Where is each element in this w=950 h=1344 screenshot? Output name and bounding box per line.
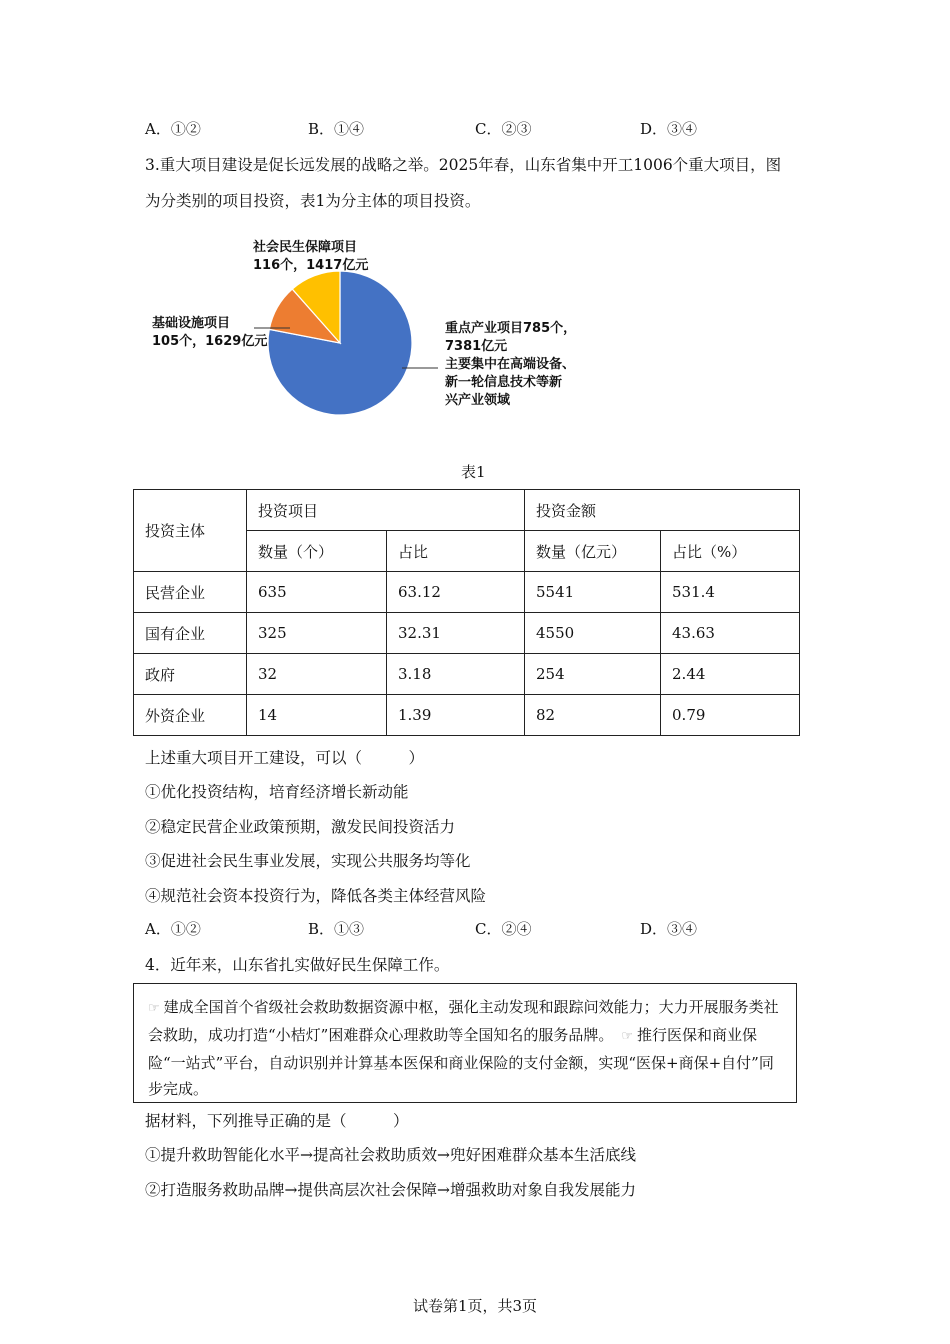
page-footer: 试卷第1页，共3页 [412, 1297, 538, 1315]
subheader-count: 数量（个） [247, 531, 387, 572]
header-projects: 投资项目 [247, 490, 525, 531]
pointing-hand-icon: ☞ [621, 1029, 633, 1044]
table-caption: 表1 [461, 463, 486, 481]
header-amount: 投资金额 [525, 490, 800, 531]
table-cell: 82 [525, 695, 661, 736]
q2-option-d: D．③④ [640, 120, 698, 138]
q4-material-part2: 推行医保和商业保险“一站式”平台，自动识别并计算基本医保和商业保险的支付金额，实现“医保+商保+自付”同步完成。 [148, 1026, 774, 1098]
q3-option-c: C．②④ [475, 920, 532, 938]
q2-option-b: B．①④ [308, 120, 365, 138]
q4-material-box [133, 983, 797, 1103]
table-cell: 32 [247, 654, 387, 695]
q3-question: 上述重大项目开工建设，可以（ ） [145, 749, 425, 767]
label-industry-line3: 主要集中在高端设备、 [445, 357, 576, 372]
label-industry-line1: 重点产业项目785个， [445, 321, 577, 336]
table-cell: 国有企业 [134, 613, 247, 654]
label-industry-line5: 兴产业领域 [445, 393, 511, 408]
q3-statement-3: ③促进社会民生事业发展，实现公共服务均等化 [145, 852, 471, 870]
q3-statement-2: ②稳定民营企业政策预期，激发民间投资活力 [145, 818, 456, 836]
header-subject: 投资主体 [134, 490, 247, 572]
label-social-line2: 116个，1417亿元 [253, 258, 369, 273]
table-cell: 635 [247, 572, 387, 613]
q2-option-a: A．①② [145, 120, 201, 138]
label-infrastructure-line2: 105个，1629亿元 [152, 334, 268, 349]
table-row [134, 572, 800, 613]
table-cell: 254 [525, 654, 661, 695]
q3-options [145, 918, 845, 940]
subheader-amount: 数量（亿元） [525, 531, 661, 572]
q3-option-d: D．③④ [640, 920, 698, 938]
table-cell: 3.18 [387, 654, 525, 695]
label-infrastructure-line1: 基础设施项目 [152, 316, 231, 331]
table-cell: 14 [247, 695, 387, 736]
table-row [134, 654, 800, 695]
table-cell: 0.79 [661, 695, 800, 736]
table-cell: 4550 [525, 613, 661, 654]
label-industry-line4: 新一轮信息技术等新 [445, 375, 563, 390]
label-social-line1: 社会民生保障项目 [253, 240, 358, 255]
q3-stem-line1: 3.重大项目建设是促长远发展的战略之举。2025年春，山东省集中开工1006个重大项目，图 [145, 156, 782, 174]
investment-table [133, 489, 800, 736]
table-cell: 5541 [525, 572, 661, 613]
table-cell: 43.63 [661, 613, 800, 654]
table-row [134, 695, 800, 736]
q4-statement-2: ②打造服务救助品牌→提供高层次社会保障→增强救助对象自我发展能力 [145, 1181, 636, 1199]
q4-statement-1: ①提升救助智能化水平→提高社会救助质效→兜好困难群众基本生活底线 [145, 1146, 636, 1164]
table-cell: 2.44 [661, 654, 800, 695]
table-cell: 1.39 [387, 695, 525, 736]
table-cell: 63.12 [387, 572, 525, 613]
q2-option-c: C．②③ [475, 120, 532, 138]
table-row [134, 613, 800, 654]
table-cell: 325 [247, 613, 387, 654]
table-cell: 32.31 [387, 613, 525, 654]
subheader-amount-share: 占比（%） [661, 531, 800, 572]
investment-pie-chart [130, 228, 610, 443]
table-cell: 民营企业 [134, 572, 247, 613]
table-cell: 政府 [134, 654, 247, 695]
q4-question: 据材料，下列推导正确的是（ ） [145, 1112, 409, 1130]
q3-option-a: A．①② [145, 920, 201, 938]
table-cell: 531.4 [661, 572, 800, 613]
label-industry-line2: 7381亿元 [445, 339, 508, 354]
pointing-hand-icon: ☞ [148, 1001, 160, 1016]
q4-material-part1: 建成全国首个省级社会救助数据资源中枢，强化主动发现和跟踪问效能力；大力开展服务类社会救助，成功打造“小桔灯”困难群众心理救助等全国知名的服务品牌。 [148, 998, 779, 1044]
table-cell: 外资企业 [134, 695, 247, 736]
q3-option-b: B．①③ [308, 920, 365, 938]
subheader-count-share: 占比 [387, 531, 525, 572]
q4-stem: 4．近年来，山东省扎实做好民生保障工作。 [145, 956, 450, 974]
q2-options [145, 118, 845, 140]
q3-statement-1: ①优化投资结构，培育经济增长新动能 [145, 783, 409, 801]
q3-statement-4: ④规范社会资本投资行为，降低各类主体经营风险 [145, 887, 487, 905]
q3-stem-line2: 为分类别的项目投资，表1为分主体的项目投资。 [145, 192, 481, 210]
table-header-row [134, 490, 800, 531]
